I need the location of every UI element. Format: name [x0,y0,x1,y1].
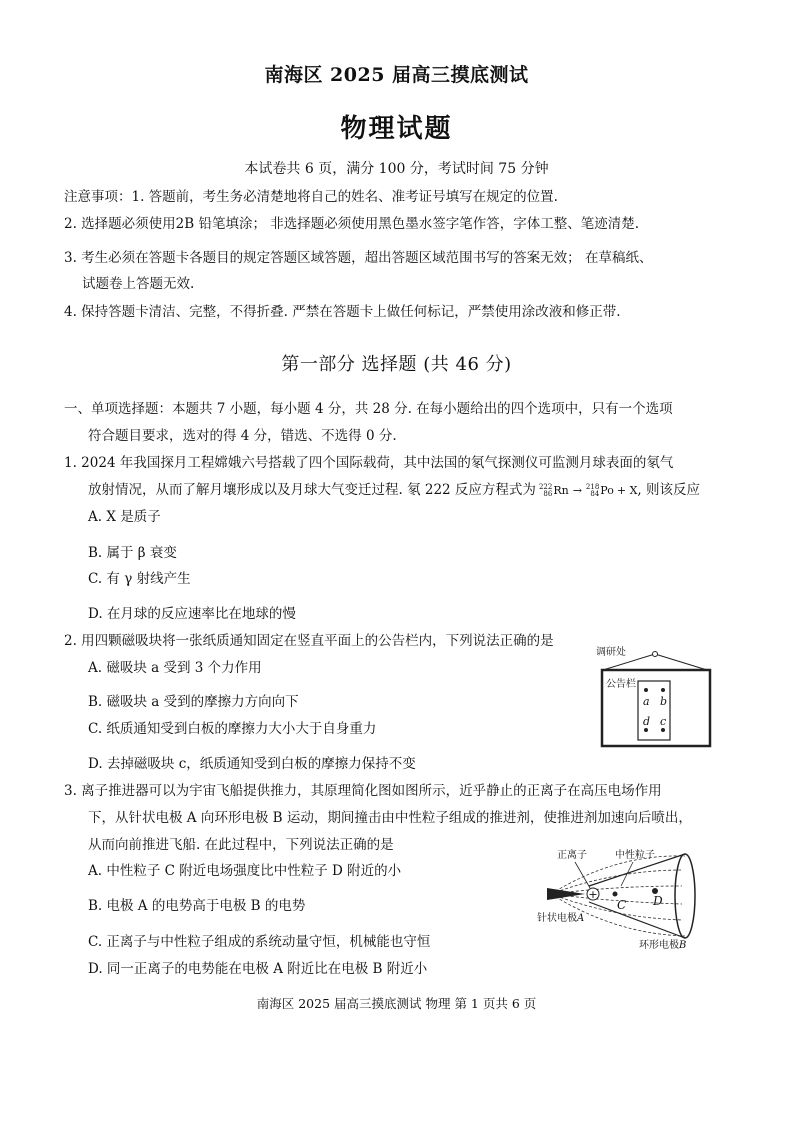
q3-option-a: A. 中性粒子 C 附近电场强度比中性粒子 D 附近的小 [88,863,402,879]
subject-title: 物理试题 [340,114,453,144]
neutral-label-leader [621,862,633,886]
q2-stem: 2. 用四颗磁吸块将一张纸质通知固定在竖直平面上的公告栏内，下列说法正确的是 [64,633,554,649]
bulletin-board-figure [595,640,720,750]
q2-option-d: D. 去掉磁吸块 c，纸质通知受到白板的摩擦力保持不变 [88,756,416,772]
q1-option-b: B. 属于 β 衰变 [88,545,177,561]
hanging-string-right [655,654,707,670]
section-instruction-cont: 符合题目要求，选对的得 4 分，错选、不选得 0 分. [88,428,397,444]
paper-notice [638,681,670,740]
ring-electrode [675,854,695,938]
magnet-label-d: d [643,715,651,728]
magnet-a [644,688,648,692]
needle-electrode-text: 针状电极 [537,913,577,924]
positive-ion-sign: + [588,888,598,901]
q3-stem-line1: 3. 离子推进器可以为宇宙飞船提供推力，其原理简化图如图所示，近乎静止的正离子在高压电场作用 [64,783,662,799]
page-footer: 南海区 2025 届高三摸底测试 物理 第 1 页共 6 页 [256,996,537,1011]
q1-stem-tail: , 则该反应 [637,482,700,498]
q1-option-d: D. 在月球的反应速率比在地球的慢 [88,606,296,622]
needle-electrode-letter: A [577,913,585,924]
po-charge-number: 84 [590,489,600,498]
q2-option-a: A. 磁吸块 a 受到 3 个力作用 [88,660,262,676]
q3-stem-line2: 下，从针状电极 A 向环形电极 B 运动，期间撞击由中性粒子组成的推进剂，使推进剂加速向后喷出， [88,810,692,826]
neutral-particle-c [613,892,618,897]
bulletin-board-label: 公告栏 [606,679,636,690]
magnet-label-b: b [660,695,668,708]
exam-intro: 本试卷共 6 页，满分 100 分，考试时间 75 分钟 [244,161,549,177]
board-sign-text: 调研处 [596,647,626,658]
po-mass-number: 218 [585,482,600,491]
ring-electrode-letter: B [679,940,687,951]
q1-stem-line2 [88,478,700,498]
q1-option-c: C. 有 γ 射线产生 [88,571,191,587]
q2-option-c: C. 纸质通知受到白板的摩擦力大小大于自身重力 [88,721,377,737]
reaction-arrow: → [572,484,582,497]
note-2: 2. 选择题必须使用2B 铅笔填涂； 非选择题必须使用黑色墨水签字笔作答，字体工整、笔迹清楚. [64,216,640,232]
q1-stem-text: 放射情况，从而了解月壤形成以及月球大气变迁过程. 氡 222 反应方程式为 [88,482,536,498]
q3-option-d: D. 同一正离子的电势能在电极 A 附近比在电极 B 附近小 [88,961,428,977]
ring-electrode-text: 环形电极 [639,940,679,951]
ring-electrode-label [639,938,686,951]
magnet-label-a: a [643,695,650,708]
point-c-label: C [617,898,627,912]
rn-charge-number: 86 [543,489,553,498]
po-symbol: Po [600,484,614,497]
q1-stem-line1: 1. 2024 年我国探月工程嫦娥六号搭载了四个国际载荷，其中法国的氡气探测仪可监测月球表面的氡气 [64,455,674,471]
magnet-d [644,728,648,732]
reaction-product-x: + X [616,484,638,497]
q1-option-a: A. X 是质子 [88,509,161,525]
section-instruction: 一、单项选择题：本题共 7 小题，每小题 4 分，共 28 分. 在每小题给出的四个选项中，只有一个选项 [64,401,673,417]
point-d-label: D [653,894,663,908]
q3-option-c: C. 正离子与中性粒子组成的系统动量守恒，机械能也守恒 [88,934,431,950]
q3-option-b: B. 电极 A 的电势高于电极 B 的电势 [88,898,306,914]
exam-title: 南海区 2025 届高三摸底测试 [264,64,529,86]
field-line [551,870,683,894]
hanging-nail [653,652,658,657]
note-1: 注意事项：1. 答题前，考生务必清楚地将自己的姓名、准考证号填写在规定的位置. [64,189,558,205]
magnet-label-c: c [660,715,667,728]
note-4: 4. 保持答题卡清洁、完整，不得折叠. 严禁在答题卡上做任何标记，严禁使用涂改液和修正带. [64,304,621,320]
neutral-particle-label: 中性粒子 [615,850,655,861]
q3-stem-line3: 从而向前推进飞船. 在此过程中，下列说法正确的是 [88,837,394,853]
q2-option-b: B. 磁吸块 a 受到的摩擦力方向向下 [88,694,299,710]
magnet-b [661,688,665,692]
reaction-equation [539,482,637,498]
rn-symbol: Rn [553,484,569,497]
needle-electrode-label [537,911,584,924]
funnel-outline-bottom [589,902,685,938]
ion-thruster-figure [535,842,725,954]
section-title: 第一部分 选择题 (共 46 分) [281,354,512,375]
note-3: 3. 考生必须在答题卡各题目的规定答题区域答题，超出答题区域范围书写的答案无效； 在草稿纸、 [64,250,653,266]
needle-electrode [547,888,585,900]
note-3-cont: 试题卷上答题无效. [82,276,195,292]
magnet-c [661,728,665,732]
rn-mass-number: 222 [538,482,553,491]
field-line [551,856,685,894]
ion-label: 正离子 [557,850,587,861]
